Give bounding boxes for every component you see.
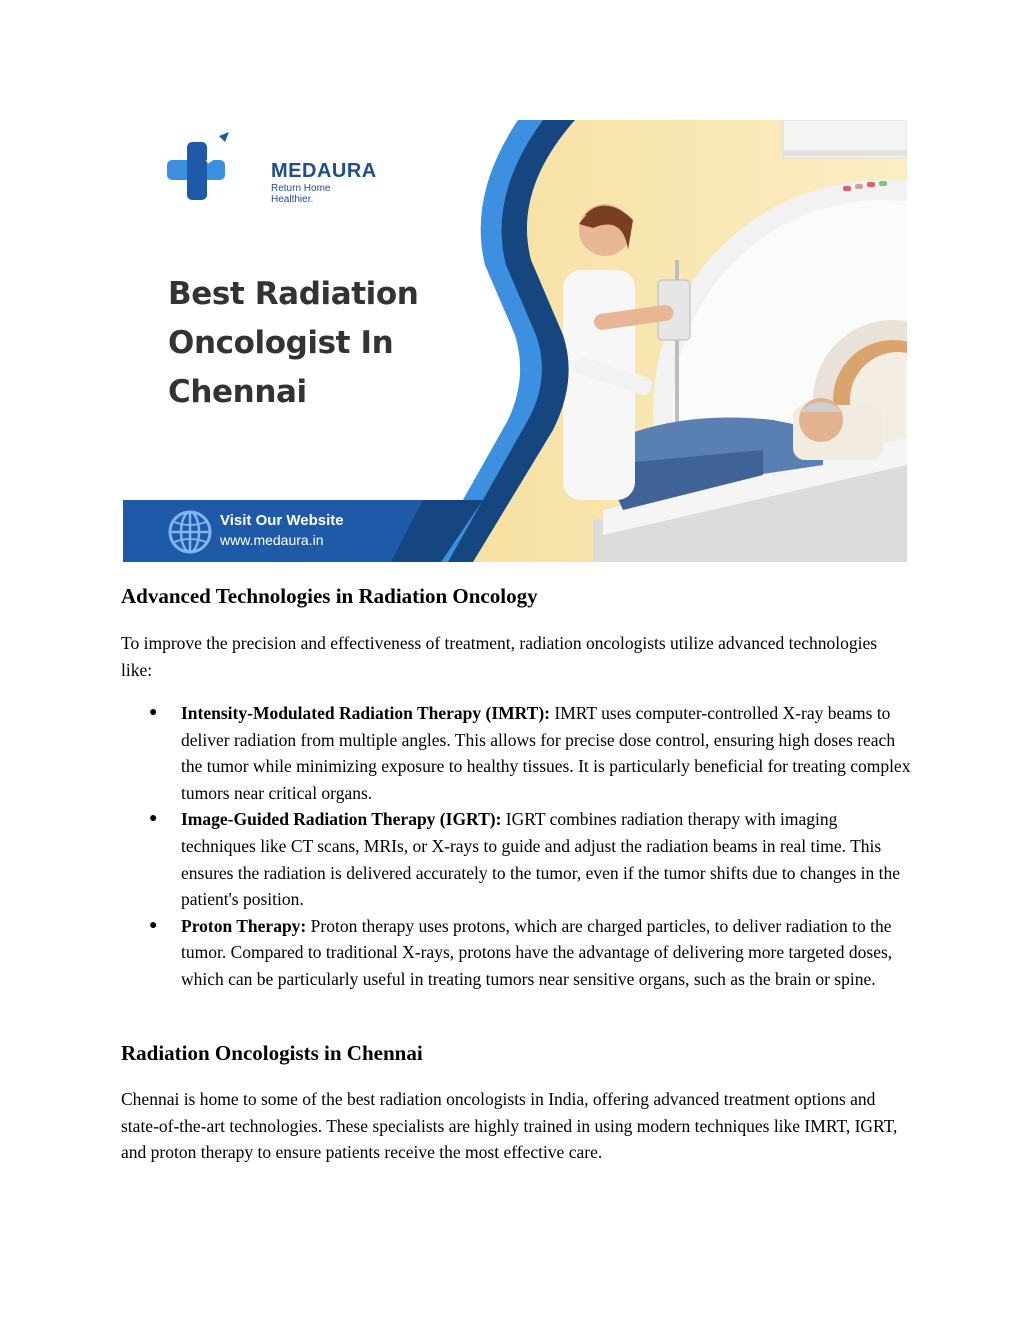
- list-item-text: IGRT combines radiation therapy with imaging techniques like CT scans, MRIs, or X-rays to guide and adjust the radiation beams in real time. This ensures the radiation is delivered accurately to the tumor, even if the tumor shifts due to changes in the patient's position.: [181, 809, 901, 910]
- list-item-proton-therapy: [121, 913, 911, 993]
- banner-title-line-3: Chennai: [168, 374, 307, 410]
- list-item-imrt: [121, 700, 911, 806]
- globe-icon: [167, 509, 213, 555]
- banner-title-line-2: Oncologist In: [168, 325, 394, 361]
- list-item-text: IMRT uses computer-controlled X-ray beams to deliver radiation from multiple angles. This allows for precise dose control, ensuring high doses reach the tumor while minimizing exposure to healthy tissues. It is particularly beneficial for treating complex tumors near critical organs.: [181, 703, 911, 803]
- list-item-text: Proton therapy uses protons, which are charged particles, to deliver radiation to the tumor. Compared to traditional X-rays, protons have the advantage of delivering more targeted doses, which can be particularly useful in treating tumors near sensitive organs, such as the brain or spine.: [181, 915, 893, 989]
- visit-website-label: Visit Our Website: [220, 512, 344, 529]
- logo-tagline: Return Home Healthier.: [271, 183, 331, 205]
- bullet-icon: ●: [149, 811, 158, 827]
- bullet-icon: ●: [149, 705, 158, 720]
- hero-banner: [123, 120, 907, 562]
- section-heading-radiation-oncologists-chennai: Radiation Oncologists in Chennai: [121, 1041, 423, 1065]
- banner-title-line-1: Best Radiation: [168, 276, 419, 312]
- section-intro-paragraph: To improve the precision and effectiveness of treatment, radiation oncologists utilize advanced technologies like:: [121, 633, 878, 680]
- list-item-igrt: [121, 806, 911, 912]
- bullet-icon: ●: [149, 917, 158, 933]
- technology-list: [121, 700, 911, 993]
- list-item-term: Proton Therapy:: [181, 915, 307, 936]
- section-heading-advanced-technologies: Advanced Technologies in Radiation Oncology: [121, 584, 538, 608]
- medaura-logo: [163, 132, 377, 205]
- list-item-term: Intensity-Modulated Radiation Therapy (IMRT):: [181, 703, 551, 723]
- banner-title: [168, 270, 458, 417]
- medical-cross-icon: [163, 132, 263, 202]
- list-item-term: Image-Guided Radiation Therapy (IGRT):: [181, 809, 502, 830]
- section-body-paragraph: Chennai is home to some of the best radiation oncologists in India, offering advanced treatment options and state-of-the-art technologies. These specialists are highly trained in using modern techniques like IMRT, IGRT, and proton therapy to ensure patients receive the most effective care.: [121, 1089, 898, 1163]
- logo-wordmark: MEDAURA: [271, 160, 377, 182]
- website-url[interactable]: www.medaura.in: [220, 532, 324, 548]
